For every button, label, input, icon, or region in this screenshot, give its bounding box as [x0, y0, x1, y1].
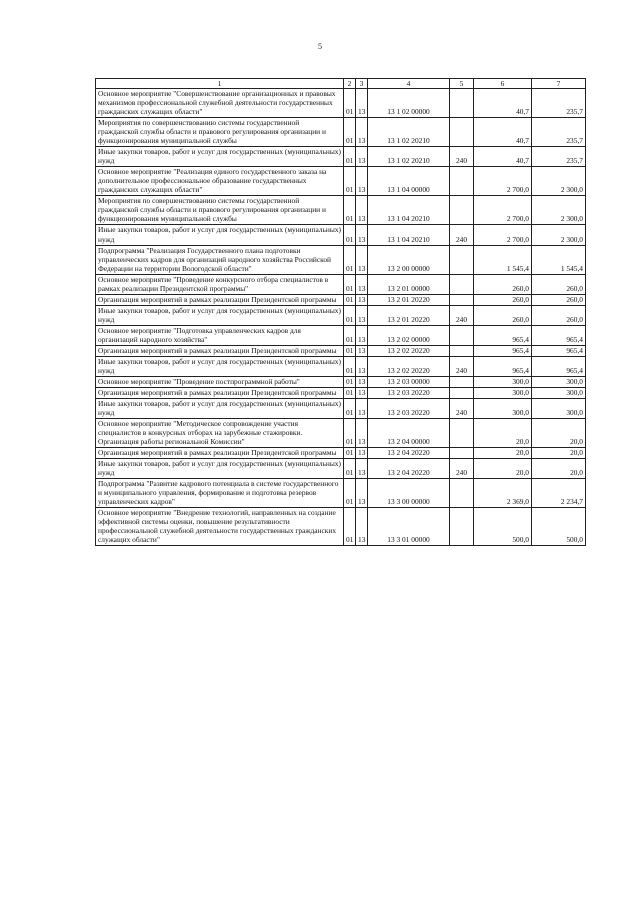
row-name-cell: Иные закупки товаров, работ и услуг для государственных (муниципальных) нужд — [96, 225, 344, 245]
row-target-article-cell: 13 2 03 00000 — [368, 376, 450, 387]
row-amount-2-cell: 260,0 — [532, 274, 586, 294]
row-name-cell: Иные закупки товаров, работ и услуг для государственных (муниципальных) нужд — [96, 147, 344, 167]
row-amount-1-cell: 2 700,0 — [474, 167, 532, 196]
row-name-cell: Основное мероприятие "Совершенствование организационных и правовых механизмов профессиональной служебной деятельности государственных гражданских служащих области" — [96, 89, 344, 118]
row-section-cell: 01 — [344, 305, 356, 325]
row-amount-2-cell: 20,0 — [532, 459, 586, 479]
row-section-cell: 01 — [344, 376, 356, 387]
row-subsection-cell: 13 — [356, 345, 368, 356]
row-name-cell: Основное мероприятие "Внедрение технологий, направленных на создание эффективной системы оценки, повышение результативности профессиональной служебной деятельности государственных гражданских служащих области" — [96, 508, 344, 546]
table-row — [96, 356, 586, 376]
row-target-article-cell: 13 3 01 00000 — [368, 508, 450, 546]
row-expense-type-cell — [450, 508, 474, 546]
row-target-article-cell: 13 1 02 00000 — [368, 89, 450, 118]
row-subsection-cell: 13 — [356, 118, 368, 147]
row-amount-1-cell: 300,0 — [474, 387, 532, 398]
row-name-cell: Мероприятия по совершенствованию системы государственной гражданской службы области и правового регулирования организации и функционирования муниципальной службы — [96, 196, 344, 225]
header-col-1: 1 — [96, 79, 344, 89]
row-amount-1-cell: 1 545,4 — [474, 245, 532, 274]
row-target-article-cell: 13 1 04 20210 — [368, 225, 450, 245]
header-col-5: 5 — [450, 79, 474, 89]
row-section-cell: 01 — [344, 508, 356, 546]
row-amount-1-cell: 20,0 — [474, 419, 532, 448]
row-amount-2-cell: 260,0 — [532, 305, 586, 325]
row-amount-2-cell: 2 300,0 — [532, 225, 586, 245]
header-row — [96, 79, 586, 89]
table-row — [96, 459, 586, 479]
page-number: 5 — [318, 42, 322, 51]
row-amount-2-cell: 235,7 — [532, 147, 586, 167]
row-expense-type-cell — [450, 345, 474, 356]
row-amount-2-cell: 2 300,0 — [532, 196, 586, 225]
row-amount-1-cell: 965,4 — [474, 325, 532, 345]
table-body — [96, 89, 586, 546]
row-name-cell: Иные закупки товаров, работ и услуг для государственных (муниципальных) нужд — [96, 356, 344, 376]
row-name-cell: Организация мероприятий в рамках реализации Президентской программы — [96, 294, 344, 305]
row-expense-type-cell: 240 — [450, 305, 474, 325]
row-amount-2-cell: 20,0 — [532, 419, 586, 448]
table-row — [96, 325, 586, 345]
row-name-cell: Подпрограмма "Реализация Государственного плана подготовки управленческих кадров для организаций народного хозяйства Российской Федерации на территории Вологодской области" — [96, 245, 344, 274]
row-amount-1-cell: 20,0 — [474, 459, 532, 479]
row-amount-1-cell: 2 700,0 — [474, 196, 532, 225]
row-expense-type-cell: 240 — [450, 399, 474, 419]
row-name-cell: Основное мероприятие "Проведение постпрограммной работы" — [96, 376, 344, 387]
row-expense-type-cell — [450, 419, 474, 448]
table-row — [96, 294, 586, 305]
row-target-article-cell: 13 2 02 00000 — [368, 325, 450, 345]
row-amount-2-cell: 235,7 — [532, 89, 586, 118]
row-section-cell: 01 — [344, 274, 356, 294]
table-row — [96, 305, 586, 325]
row-amount-1-cell: 2 369,0 — [474, 479, 532, 508]
row-section-cell: 01 — [344, 294, 356, 305]
row-subsection-cell: 13 — [356, 225, 368, 245]
row-amount-2-cell: 965,4 — [532, 345, 586, 356]
row-amount-2-cell: 300,0 — [532, 376, 586, 387]
row-amount-1-cell: 40,7 — [474, 89, 532, 118]
table-row — [96, 245, 586, 274]
row-section-cell: 01 — [344, 479, 356, 508]
row-expense-type-cell — [450, 245, 474, 274]
table-row — [96, 167, 586, 196]
row-name-cell: Организация мероприятий в рамках реализации Президентской программы — [96, 448, 344, 459]
row-target-article-cell: 13 1 04 00000 — [368, 167, 450, 196]
row-section-cell: 01 — [344, 459, 356, 479]
row-section-cell: 01 — [344, 225, 356, 245]
row-section-cell: 01 — [344, 419, 356, 448]
table-row — [96, 387, 586, 398]
row-amount-2-cell: 300,0 — [532, 399, 586, 419]
row-amount-2-cell: 235,7 — [532, 118, 586, 147]
header-col-2: 2 — [344, 79, 356, 89]
row-subsection-cell: 13 — [356, 479, 368, 508]
row-name-cell: Основное мероприятие "Методическое сопровождение участия специалистов в конкурсных отборах на зарубежные стажировки. Организация работы региональной Комиссии" — [96, 419, 344, 448]
row-section-cell: 01 — [344, 325, 356, 345]
row-amount-1-cell: 2 700,0 — [474, 225, 532, 245]
row-expense-type-cell: 240 — [450, 225, 474, 245]
row-section-cell: 01 — [344, 147, 356, 167]
row-amount-2-cell: 965,4 — [532, 325, 586, 345]
row-expense-type-cell — [450, 274, 474, 294]
row-expense-type-cell — [450, 167, 474, 196]
row-subsection-cell: 13 — [356, 147, 368, 167]
table-row — [96, 225, 586, 245]
row-target-article-cell: 13 1 02 20210 — [368, 118, 450, 147]
row-target-article-cell: 13 1 04 20210 — [368, 196, 450, 225]
row-name-cell: Мероприятия по совершенствованию системы государственной гражданской службы области и правового регулирования организации и функционирования муниципальной службы — [96, 118, 344, 147]
row-amount-1-cell: 40,7 — [474, 118, 532, 147]
row-target-article-cell: 13 2 03 20220 — [368, 399, 450, 419]
table-row — [96, 419, 586, 448]
table-row — [96, 89, 586, 118]
row-expense-type-cell — [450, 118, 474, 147]
row-amount-2-cell: 1 545,4 — [532, 245, 586, 274]
row-expense-type-cell — [450, 376, 474, 387]
table-row — [96, 196, 586, 225]
table-row — [96, 345, 586, 356]
row-section-cell: 01 — [344, 167, 356, 196]
row-target-article-cell: 13 2 04 20220 — [368, 448, 450, 459]
row-section-cell: 01 — [344, 89, 356, 118]
row-target-article-cell: 13 2 02 20220 — [368, 345, 450, 356]
row-name-cell: Основное мероприятие "Проведение конкурсного отбора специалистов в рамках реализации Президентской программы" — [96, 274, 344, 294]
table-row — [96, 448, 586, 459]
row-section-cell: 01 — [344, 196, 356, 225]
row-amount-1-cell: 40,7 — [474, 147, 532, 167]
table-row — [96, 399, 586, 419]
row-name-cell: Иные закупки товаров, работ и услуг для государственных (муниципальных) нужд — [96, 399, 344, 419]
row-name-cell: Подпрограмма "Развитие кадрового потенциала в системе государственного и муниципального управления, формирование и подготовка резервов управленческих кадров" — [96, 479, 344, 508]
row-amount-2-cell: 2 234,7 — [532, 479, 586, 508]
row-subsection-cell: 13 — [356, 245, 368, 274]
row-subsection-cell: 13 — [356, 387, 368, 398]
table-row — [96, 508, 586, 546]
row-name-cell: Основное мероприятие "Реализация единого государственного заказа на дополнительное профессиональное образование государственных гражданских служащих области" — [96, 167, 344, 196]
table-row — [96, 147, 586, 167]
row-expense-type-cell — [450, 196, 474, 225]
row-subsection-cell: 13 — [356, 196, 368, 225]
row-expense-type-cell: 240 — [450, 147, 474, 167]
budget-table — [95, 78, 586, 546]
row-expense-type-cell — [450, 479, 474, 508]
header-col-3: 3 — [356, 79, 368, 89]
row-subsection-cell: 13 — [356, 167, 368, 196]
row-expense-type-cell — [450, 89, 474, 118]
row-target-article-cell: 13 2 03 20220 — [368, 387, 450, 398]
row-name-cell: Иные закупки товаров, работ и услуг для государственных (муниципальных) нужд — [96, 305, 344, 325]
header-col-4: 4 — [368, 79, 450, 89]
row-amount-1-cell: 300,0 — [474, 399, 532, 419]
row-section-cell: 01 — [344, 345, 356, 356]
row-section-cell: 01 — [344, 399, 356, 419]
row-expense-type-cell — [450, 387, 474, 398]
row-amount-1-cell: 260,0 — [474, 305, 532, 325]
row-amount-1-cell: 260,0 — [474, 294, 532, 305]
table-row — [96, 274, 586, 294]
row-amount-2-cell: 300,0 — [532, 387, 586, 398]
row-amount-1-cell: 500,0 — [474, 508, 532, 546]
row-subsection-cell: 13 — [356, 376, 368, 387]
row-target-article-cell: 13 2 04 00000 — [368, 419, 450, 448]
row-subsection-cell: 13 — [356, 419, 368, 448]
row-section-cell: 01 — [344, 356, 356, 376]
header-col-6: 6 — [474, 79, 532, 89]
row-subsection-cell: 13 — [356, 508, 368, 546]
table-row — [96, 118, 586, 147]
row-amount-2-cell: 965,4 — [532, 356, 586, 376]
table-header — [96, 79, 586, 89]
row-name-cell: Иные закупки товаров, работ и услуг для государственных (муниципальных) нужд — [96, 459, 344, 479]
row-target-article-cell: 13 2 04 20220 — [368, 459, 450, 479]
row-target-article-cell: 13 2 01 20220 — [368, 294, 450, 305]
row-amount-1-cell: 300,0 — [474, 376, 532, 387]
row-amount-2-cell: 20,0 — [532, 448, 586, 459]
row-expense-type-cell — [450, 325, 474, 345]
row-target-article-cell: 13 3 00 00000 — [368, 479, 450, 508]
row-target-article-cell: 13 2 02 20220 — [368, 356, 450, 376]
row-target-article-cell: 13 2 01 20220 — [368, 305, 450, 325]
row-expense-type-cell: 240 — [450, 459, 474, 479]
row-section-cell: 01 — [344, 387, 356, 398]
row-amount-1-cell: 20,0 — [474, 448, 532, 459]
table-row — [96, 479, 586, 508]
row-subsection-cell: 13 — [356, 356, 368, 376]
row-subsection-cell: 13 — [356, 399, 368, 419]
row-expense-type-cell — [450, 448, 474, 459]
row-section-cell: 01 — [344, 448, 356, 459]
row-subsection-cell: 13 — [356, 305, 368, 325]
row-amount-2-cell: 2 300,0 — [532, 167, 586, 196]
row-amount-1-cell: 260,0 — [474, 274, 532, 294]
row-subsection-cell: 13 — [356, 274, 368, 294]
table-row — [96, 376, 586, 387]
row-name-cell: Основное мероприятие "Подготовка управленческих кадров для организаций народного хозяйства" — [96, 325, 344, 345]
row-amount-2-cell: 260,0 — [532, 294, 586, 305]
row-subsection-cell: 13 — [356, 294, 368, 305]
row-target-article-cell: 13 2 00 00000 — [368, 245, 450, 274]
row-amount-1-cell: 965,4 — [474, 356, 532, 376]
row-name-cell: Организация мероприятий в рамках реализации Президентской программы — [96, 345, 344, 356]
row-subsection-cell: 13 — [356, 448, 368, 459]
row-expense-type-cell — [450, 294, 474, 305]
row-name-cell: Организация мероприятий в рамках реализации Президентской программы — [96, 387, 344, 398]
row-target-article-cell: 13 1 02 20210 — [368, 147, 450, 167]
row-section-cell: 01 — [344, 245, 356, 274]
row-section-cell: 01 — [344, 118, 356, 147]
row-subsection-cell: 13 — [356, 325, 368, 345]
row-amount-2-cell: 500,0 — [532, 508, 586, 546]
row-subsection-cell: 13 — [356, 459, 368, 479]
row-subsection-cell: 13 — [356, 89, 368, 118]
row-amount-1-cell: 965,4 — [474, 345, 532, 356]
row-expense-type-cell: 240 — [450, 356, 474, 376]
row-target-article-cell: 13 2 01 00000 — [368, 274, 450, 294]
header-col-7: 7 — [532, 79, 586, 89]
